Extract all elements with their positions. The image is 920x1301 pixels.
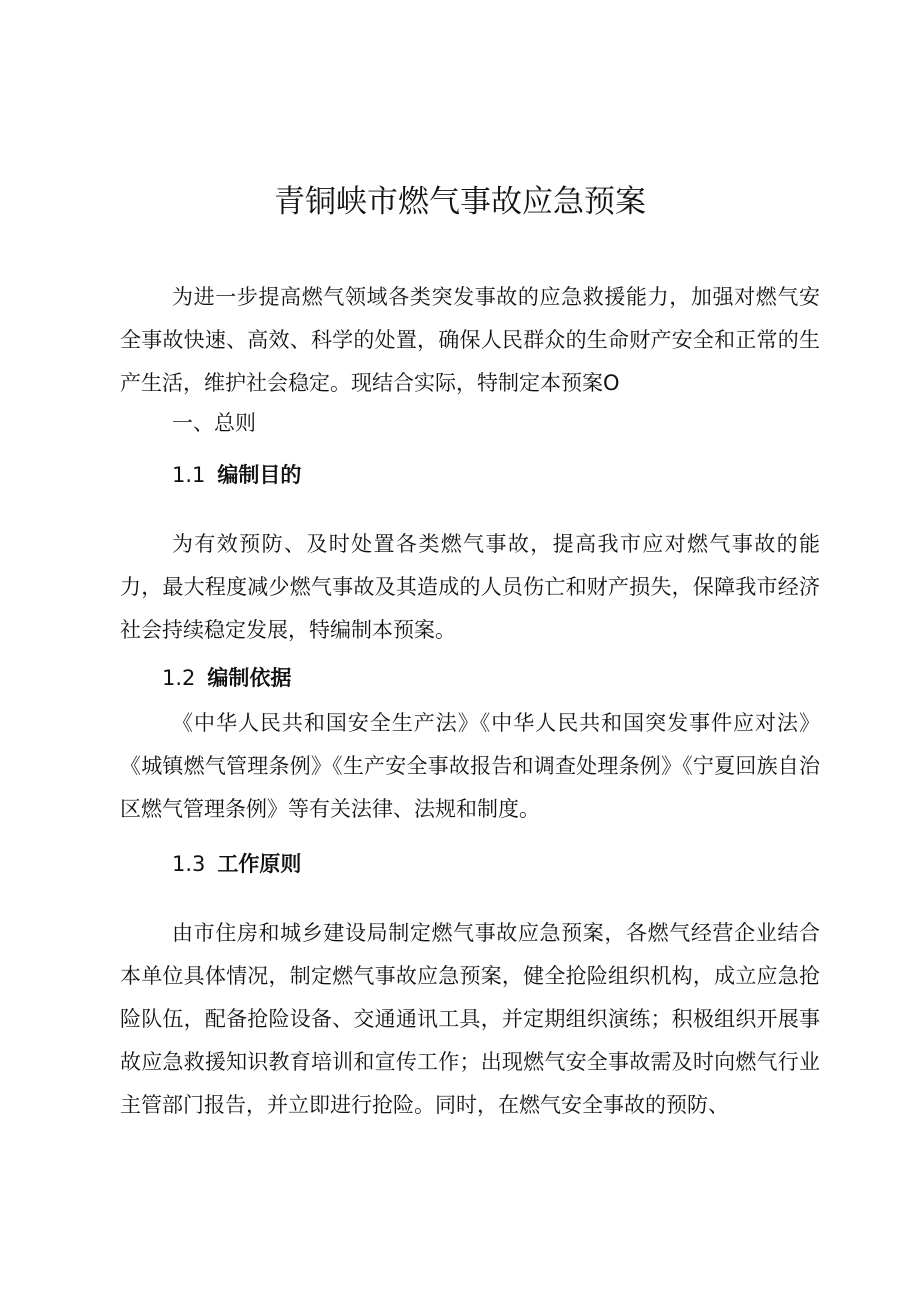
section-label: 编制目的 (217, 463, 302, 487)
intro-paragraph: 为进一步提高燃气领域各类突发事故的应急救援能力，加强对燃气安全事故快速、高效、科学的处置，确保人民群众的生命财产安全和正常的生产生活，维护社会稳定。现结合实际，特制定本预案O (120, 285, 820, 395)
section-number: 1.3 (172, 852, 206, 876)
section-1-2-paragraph: 《中华人民共和国安全生产法》《中华人民共和国突发事件应对法》《城镇燃气管理条例》《生产安全事故报告和调查处理条例》《宁夏回族自治区燃气管理条例》等有关法律、法规和制度。 (120, 711, 820, 821)
section-heading-general (172, 408, 256, 438)
section-heading-text: 一、总则 (172, 411, 256, 435)
section-1-3-paragraph: 由市住房和城乡建设局制定燃气事故应急预案，各燃气经营企业结合本单位具体情况，制定燃气事故应急预案，健全抢险组织机构，成立应急抢险队伍，配备抢险设备、交通通讯工具，并定期组织演练；积极组织开展事故应急救援知识教育培训和宣传工作；出现燃气安全事故需及时向燃气行业主管部门报告，并立即进行抢险。同时，在燃气安全事故的预防、 (120, 921, 820, 1117)
section-label: 编制依据 (207, 666, 292, 690)
document-title: 青铜峡市燃气事故应急预案 (274, 184, 646, 220)
section-number: 1.1 (172, 463, 206, 487)
section-label: 工作原则 (217, 852, 302, 876)
section-1-1-paragraph: 为有效预防、及时处置各类燃气事故，提高我市应对燃气事故的能力，最大程度减少燃气事故及其造成的人员伤亡和财产损失，保障我市经济社会持续稳定发展，特编制本预案。 (120, 532, 820, 642)
section-heading-1-1 (172, 460, 301, 490)
section-heading-1-2 (162, 663, 291, 693)
section-heading-1-3 (172, 849, 301, 879)
section-number: 1.2 (162, 666, 196, 690)
